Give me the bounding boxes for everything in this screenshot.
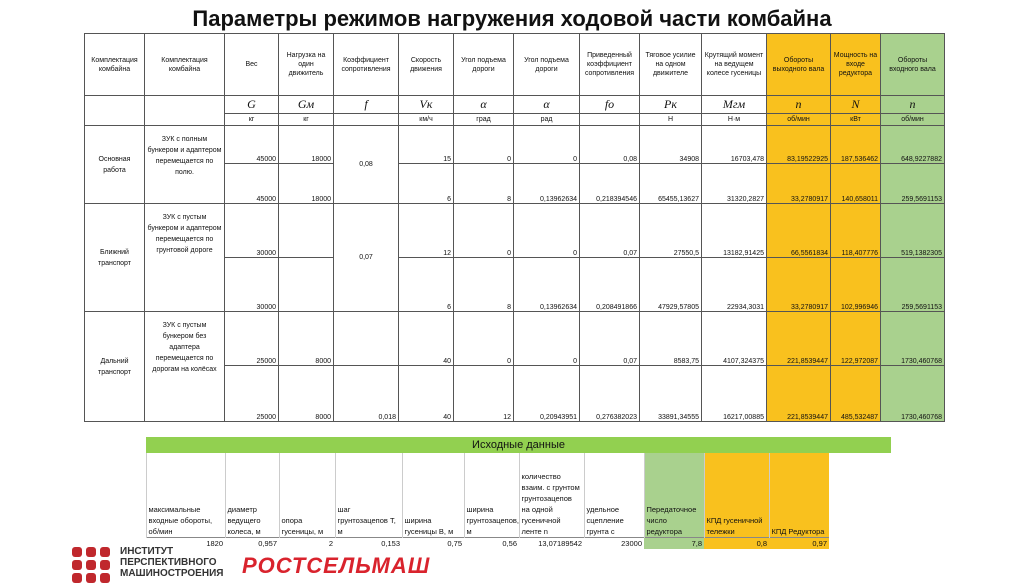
rostselmash-logo: РОСТСЕЛЬМАШ [242,553,431,578]
value-cell: 0,07 [580,312,640,366]
header-cell: Крутящий момент на ведущем колесе гусеницы [702,34,767,96]
source-value: 0,957 [225,538,279,550]
symbol-cell: Vк [399,96,454,114]
source-label: ширина грунтозацепов, м [464,453,519,538]
header-cell: Нагрузка на один движитель [279,34,334,96]
value-cell: 15 [399,126,454,164]
header-cell: Обороты выходного вала [767,34,831,96]
unit-cell: Н·м [702,114,767,126]
institute-logo-icon [70,545,112,585]
symbol-cell: α [454,96,514,114]
value-cell: 140,658011 [831,164,881,204]
mode-name: Дальний транспорт [85,312,145,422]
value-cell: 16217,00885 [702,366,767,422]
value-cell: 0 [454,204,514,258]
source-value: 13,07189542 [519,538,584,550]
unit-cell: Н [640,114,702,126]
header-cell: Угол подъема дороги [514,34,580,96]
value-cell: 33891,34555 [640,366,702,422]
value-cell: 12 [454,366,514,422]
source-label-row [84,453,944,538]
value-cell: 33,2780917 [767,164,831,204]
slide-title: Параметры режимов нагружения ходовой части комбайна [192,6,832,31]
unit-row [85,114,945,126]
header-cell: Мощность на входе редуктора [831,34,881,96]
value-cell: 118,407776 [831,204,881,258]
source-label: количество взаим. с грунтом грунтозацепов на одной гусеничной ленте n [519,453,584,538]
symbol-cell: Mгм [702,96,767,114]
header-cell: Угол подъема дороги [454,34,514,96]
source-value: 2 [279,538,335,550]
value-cell: 0,07 [580,204,640,258]
unit-cell [580,114,640,126]
value-cell: 25000 [225,366,279,422]
value-cell: 34908 [640,126,702,164]
source-label: ширина гусеницы В, м [402,453,464,538]
value-cell: 259,5691153 [881,164,945,204]
symbol-row [85,96,945,114]
symbol-cell: α [514,96,580,114]
unit-cell: кг [225,114,279,126]
mode-description: ЗУК с пустым бункером и адаптером перемещается по грунтовой дороге [145,204,225,312]
value-cell: 0,218394546 [580,164,640,204]
value-cell: 259,5691153 [881,258,945,312]
value-cell: 1730,460768 [881,312,945,366]
symbol-cell: n [767,96,831,114]
header-row [85,34,945,96]
value-cell: 122,972087 [831,312,881,366]
symbol-cell: n [881,96,945,114]
value-cell: 40 [399,312,454,366]
source-value: 0,75 [402,538,464,550]
unit-cell: град [454,114,514,126]
value-cell [279,204,334,258]
value-cell: 18000 [279,126,334,164]
value-cell: 30000 [225,204,279,258]
source-label: Передаточное число редуктора [644,453,704,538]
source-value: 7,8 [644,538,704,550]
value-cell: 45000 [225,126,279,164]
source-value: 0,153 [335,538,402,550]
value-cell: 0,13962634 [514,164,580,204]
header-cell: Обороты входного вала [881,34,945,96]
unit-cell: об/мин [881,114,945,126]
value-cell: 30000 [225,258,279,312]
symbol-cell: Pк [640,96,702,114]
value-cell: 0 [514,204,580,258]
source-label: максимальные входные обороты, об/мин [146,453,225,538]
value-cell: 0,20943951 [514,366,580,422]
value-cell: 0 [454,126,514,164]
value-cell: 187,536462 [831,126,881,164]
value-cell: 45000 [225,164,279,204]
source-value: 0,8 [704,538,769,550]
symbol-cell: f [334,96,399,114]
value-cell: 18000 [279,164,334,204]
header-cell: Комплектация комбайна [85,34,145,96]
value-cell: 27550,5 [640,204,702,258]
source-label: опора гусеницы, м [279,453,335,538]
symbol-cell: Gм [279,96,334,114]
value-cell: 0,08 [580,126,640,164]
mode-name: Ближний транспорт [85,204,145,312]
header-cell: Скорость движения [399,34,454,96]
source-data-block [84,437,944,549]
value-cell: 519,1382305 [881,204,945,258]
value-cell: 13182,91425 [702,204,767,258]
value-cell: 16703,478 [702,126,767,164]
value-cell: 0 [514,126,580,164]
value-cell: 0,208491866 [580,258,640,312]
mode-description: ЗУК с пустым бункером без адаптера перемещается по дорогам на колёсах [145,312,225,422]
value-cell: 31320,2827 [702,164,767,204]
coefficient-cell [334,312,399,366]
unit-cell [334,114,399,126]
value-cell: 8000 [279,312,334,366]
table-row [85,312,945,366]
value-cell [279,258,334,312]
mode-description: ЗУК с полным бункером и адаптером перемещается по полю. [145,126,225,204]
value-cell: 1730,460768 [881,366,945,422]
header-cell: Коэффициент сопротивления [334,34,399,96]
value-cell: 25000 [225,312,279,366]
header-cell: Приведенный коэффициент сопротивления [580,34,640,96]
value-cell: 65455,13627 [640,164,702,204]
value-cell: 0 [454,312,514,366]
table-row [85,204,945,258]
source-value: 1820 [146,538,225,550]
value-cell: 8 [454,258,514,312]
value-cell: 6 [399,164,454,204]
value-cell: 102,996946 [831,258,881,312]
value-cell: 8000 [279,366,334,422]
coefficient-cell: 0,018 [334,366,399,422]
parameters-table [84,33,944,422]
unit-cell: км/ч [399,114,454,126]
coefficient-cell: 0,08 [334,126,399,204]
source-value: 0,56 [464,538,519,550]
value-cell: 221,8539447 [767,366,831,422]
source-value: 23000 [584,538,644,550]
value-cell: 0 [514,312,580,366]
value-cell: 0,276382023 [580,366,640,422]
value-cell: 40 [399,366,454,422]
symbol-cell: G [225,96,279,114]
symbol-cell: N [831,96,881,114]
value-cell: 4107,324375 [702,312,767,366]
value-cell: 0,13962634 [514,258,580,312]
mode-name: Основная работа [85,126,145,204]
value-cell: 22934,3031 [702,258,767,312]
source-data-header: Исходные данные [146,437,891,453]
header-cell: Комплектация комбайна [145,34,225,96]
source-label: КПД гусеничной тележки [704,453,769,538]
table-row [85,126,945,164]
unit-cell: об/мин [767,114,831,126]
value-cell: 12 [399,204,454,258]
source-label: КПД Редуктора [769,453,829,538]
value-cell: 33,2780917 [767,258,831,312]
value-cell: 66,5561834 [767,204,831,258]
source-value: 0,97 [769,538,829,550]
unit-cell: рад [514,114,580,126]
source-label: удельное сцепление грунта с [584,453,644,538]
source-label: шаг грунтозацепов Т, м [335,453,402,538]
value-cell: 47929,57805 [640,258,702,312]
unit-cell: кВт [831,114,881,126]
value-cell: 83,19522925 [767,126,831,164]
value-cell: 221,8539447 [767,312,831,366]
value-cell: 6 [399,258,454,312]
coefficient-cell: 0,07 [334,204,399,312]
value-cell: 8583,75 [640,312,702,366]
source-label: диаметр ведущего колеса, м [225,453,279,538]
value-cell: 648,9227882 [881,126,945,164]
institute-name: ИНСТИТУТ ПЕРСПЕКТИВНОГО МАШИНОСТРОЕНИЯ [120,546,224,579]
header-cell: Тяговое усилие на одном движителе [640,34,702,96]
unit-cell: кг [279,114,334,126]
value-cell: 8 [454,164,514,204]
symbol-cell: fо [580,96,640,114]
header-cell: Вес [225,34,279,96]
value-cell: 485,532487 [831,366,881,422]
